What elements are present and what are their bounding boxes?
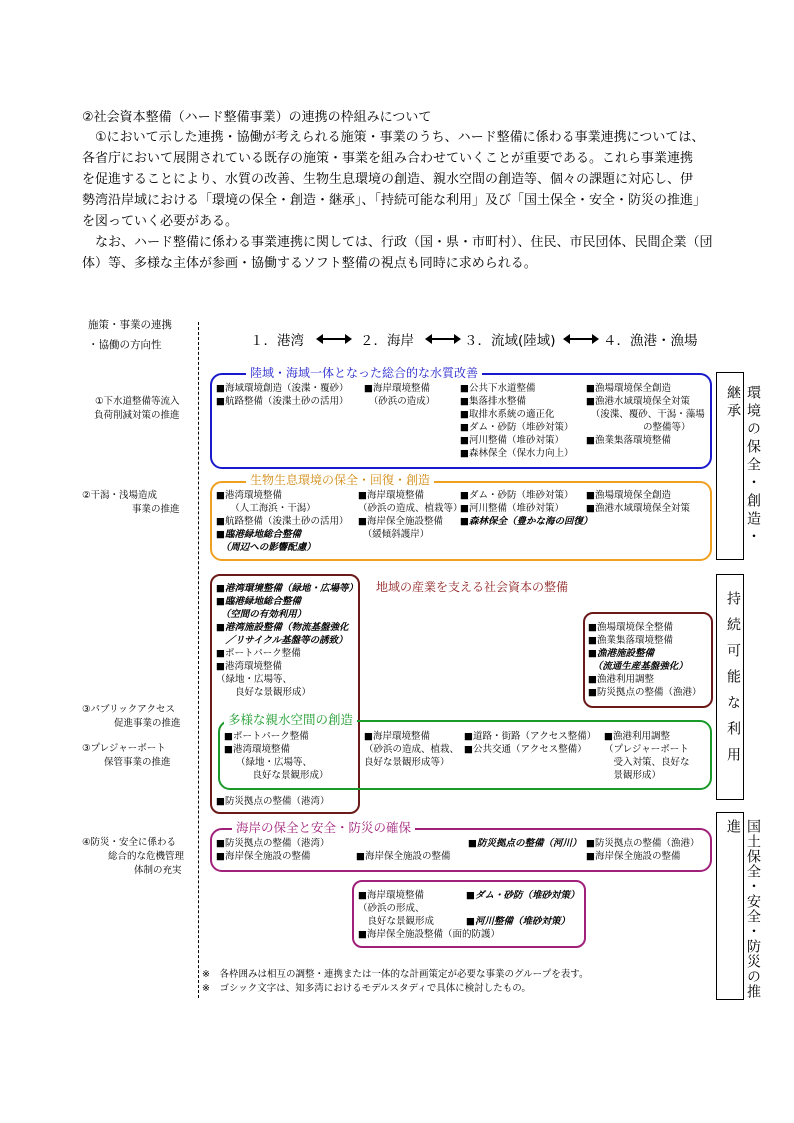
group-industry-port: ■港湾環境整備（緑地・広場等） ■臨港緑地総合整備 （空間の有効利用） ■港湾施設整備（物流基盤強化 ／リサイクル基盤等の誘致） ■ポートパーク整備 ■港湾環境整備 （緑地・広場等、 良好な景観形成）: [216, 583, 358, 698]
stage-coast: ２．海岸: [360, 333, 414, 349]
group-bio-port: ■港湾環境整備 （人工海浜・干潟） ■航路整備（浚渫土砂の活用） ■臨港緑地総合整備 （周辺への影響配慮）: [216, 490, 349, 553]
paragraph-line: を促進することにより、水質の改善、生物生息環境の創造、親水空間の創造等、個々の課題に対応し、伊: [82, 172, 694, 187]
group-space-coast: ■海岸環境整備 （砂浜の造成、植栽、 良好な景観形成等）: [364, 731, 460, 768]
double-arrow-icon: [425, 333, 461, 345]
group-coast-port: ■防災拠点の整備（港湾） ■海岸保全施設の整備: [216, 838, 330, 862]
paragraph-line: を図っていく必要がある。: [82, 214, 239, 229]
group-title-water-quality: 陸域・海域一体となった総合的な水質改善: [246, 366, 482, 380]
group-space-port: ■ポートパーク整備 ■港湾環境整備 （緑地・広場等、 良好な景観形成）: [224, 731, 329, 781]
section-heading: ②社会資本整備（ハード整備事業）の連携の枠組みについて: [82, 110, 432, 125]
group-bio-coast: ■海岸環境整備 （砂浜の造成、植栽等） ■海岸保全施設整備 （緩傾斜護岸）: [358, 490, 463, 540]
group-water-basin: ■公共下水道整備 ■集落排水整備 ■取排水系統の適正化 ■ダム・砂防（堆砂対策） ■河川整備（堆砂対策） ■森林保全（保水力向上）: [460, 383, 574, 459]
group-bottom-basin: ■ダム・砂防（堆砂対策） ■河川整備（堆砂対策）: [466, 890, 580, 927]
dashed-divider: [198, 322, 199, 998]
notes: ※ 各枠囲みは相互の調整・連携または一体的な計画策定が必要な事業のグループを表す。 ※ ゴシック文字は、知多湾におけるモデルスタディで具体に検討したもの。: [202, 969, 589, 994]
side-box-disaster-prevention: 国土保全・安全・防災の推進: [716, 812, 744, 1000]
double-arrow-icon: [316, 333, 352, 345]
left-label-sewage: ①下水道整備等流入 負荷削減対策の推進: [94, 396, 180, 421]
side-box-sustainable-use: 持続可能な利用: [716, 574, 744, 800]
port-disaster-base: ■防災拠点の整備（港湾）: [216, 796, 330, 807]
group-coast-basin: ■防災拠点の整備（河川）: [468, 838, 582, 849]
group-title-industry: 地域の産業を支える社会資本の整備: [376, 580, 569, 594]
double-arrow-icon: [563, 333, 599, 345]
group-space-basin: ■道路・街路（アクセス整備） ■公共交通（アクセス整備）: [464, 731, 597, 755]
group-bottom-coast: ■海岸環境整備 （砂浜の形成、 良好な景観形成 ■海岸保全施設整備（面的防護）: [358, 890, 500, 940]
paragraph-line: なお、ハード整備に係わる事業連携に関しては、行政（国・県・市町村）、住民、市民団体、民間企業（団: [82, 235, 713, 250]
group-water-fishing: ■漁場環境保全創造 ■漁港水域環境保全対策 （浚渫、覆砂、干潟・藻場 の整備等） ■漁業集落環境整備: [586, 383, 705, 446]
group-coast-fishing: ■防災拠点の整備（漁港） ■海岸保全施設の整備: [586, 838, 700, 862]
left-label-pleasure-boat: ③プレジャーボート 保管事業の推進: [82, 743, 171, 768]
group-water-port: ■海域環境創造（浚渫・覆砂） ■航路整備（浚渫土砂の活用）: [216, 383, 349, 407]
paragraph-line: 勢湾沿岸域における「環境の保全・創造・継承」、「持続可能な利用」及び「国土保全・安全・防災の推進」: [82, 193, 707, 208]
group-title-biodiversity: 生物生息環境の保全・回復・創造: [246, 473, 434, 487]
group-title-coast-safety: 海岸の保全と安全・防災の確保: [232, 821, 415, 835]
header-label: 施策・事業の連携 ・協働の方向性: [88, 319, 172, 351]
left-label-disaster: ④防災・安全に係わる 総合的な危機管理 体制の充実: [82, 837, 185, 876]
paragraph-1: [82, 127, 754, 232]
stage-fishing-port: ４．漁港・漁場: [603, 333, 698, 349]
paragraph-line: 各省庁において展開されている既存の施策・事業を組み合わせていくことが重要である。これら事業連携: [82, 151, 694, 166]
side-box-environment: 環境の保全・創造・継承: [716, 372, 744, 560]
group-industry-fishing: ■漁場環境保全整備 ■漁業集落環境整備 ■漁港施設整備 （流通生産基盤強化） ■漁港利用調整 ■防災拠点の整備（漁港）: [588, 622, 702, 698]
stage-port: １．港湾: [250, 333, 304, 349]
paragraph-line: ①において示した連携・協働が考えられる施策・事業のうち、ハード整備に係わる事業連携については、: [82, 130, 705, 145]
group-water-coast: ■海岸環境整備 （砂浜の造成）: [364, 383, 436, 407]
group-bio-fishing: ■漁場環境保全創造 ■漁港水域環境保全対策: [586, 490, 690, 514]
group-space-fishing: ■漁港利用調整 （プレジャーボート 受入対策、良好な 景観形成）: [604, 731, 690, 781]
stage-basin: ３．流域(陸域): [464, 333, 556, 349]
group-title-water-space: 多様な親水空間の創造: [224, 713, 357, 727]
group-bio-basin: ■ダム・砂防（堆砂対策） ■河川整備（堆砂対策） ■森林保全（豊かな海の回復）: [460, 490, 593, 527]
left-label-public-access: ③パブリックアクセス 促進事業の推進: [82, 704, 181, 729]
paragraph-line: 体）等、多様な主体が参画・協働するソフト整備の視点も同時に求められる。: [82, 256, 537, 271]
group-coast-coast: ■海岸保全施設の整備: [356, 851, 451, 862]
paragraph-2: [82, 232, 754, 274]
left-label-tidal-flat: ②干潟・浅場造成 事業の推進: [82, 490, 180, 515]
